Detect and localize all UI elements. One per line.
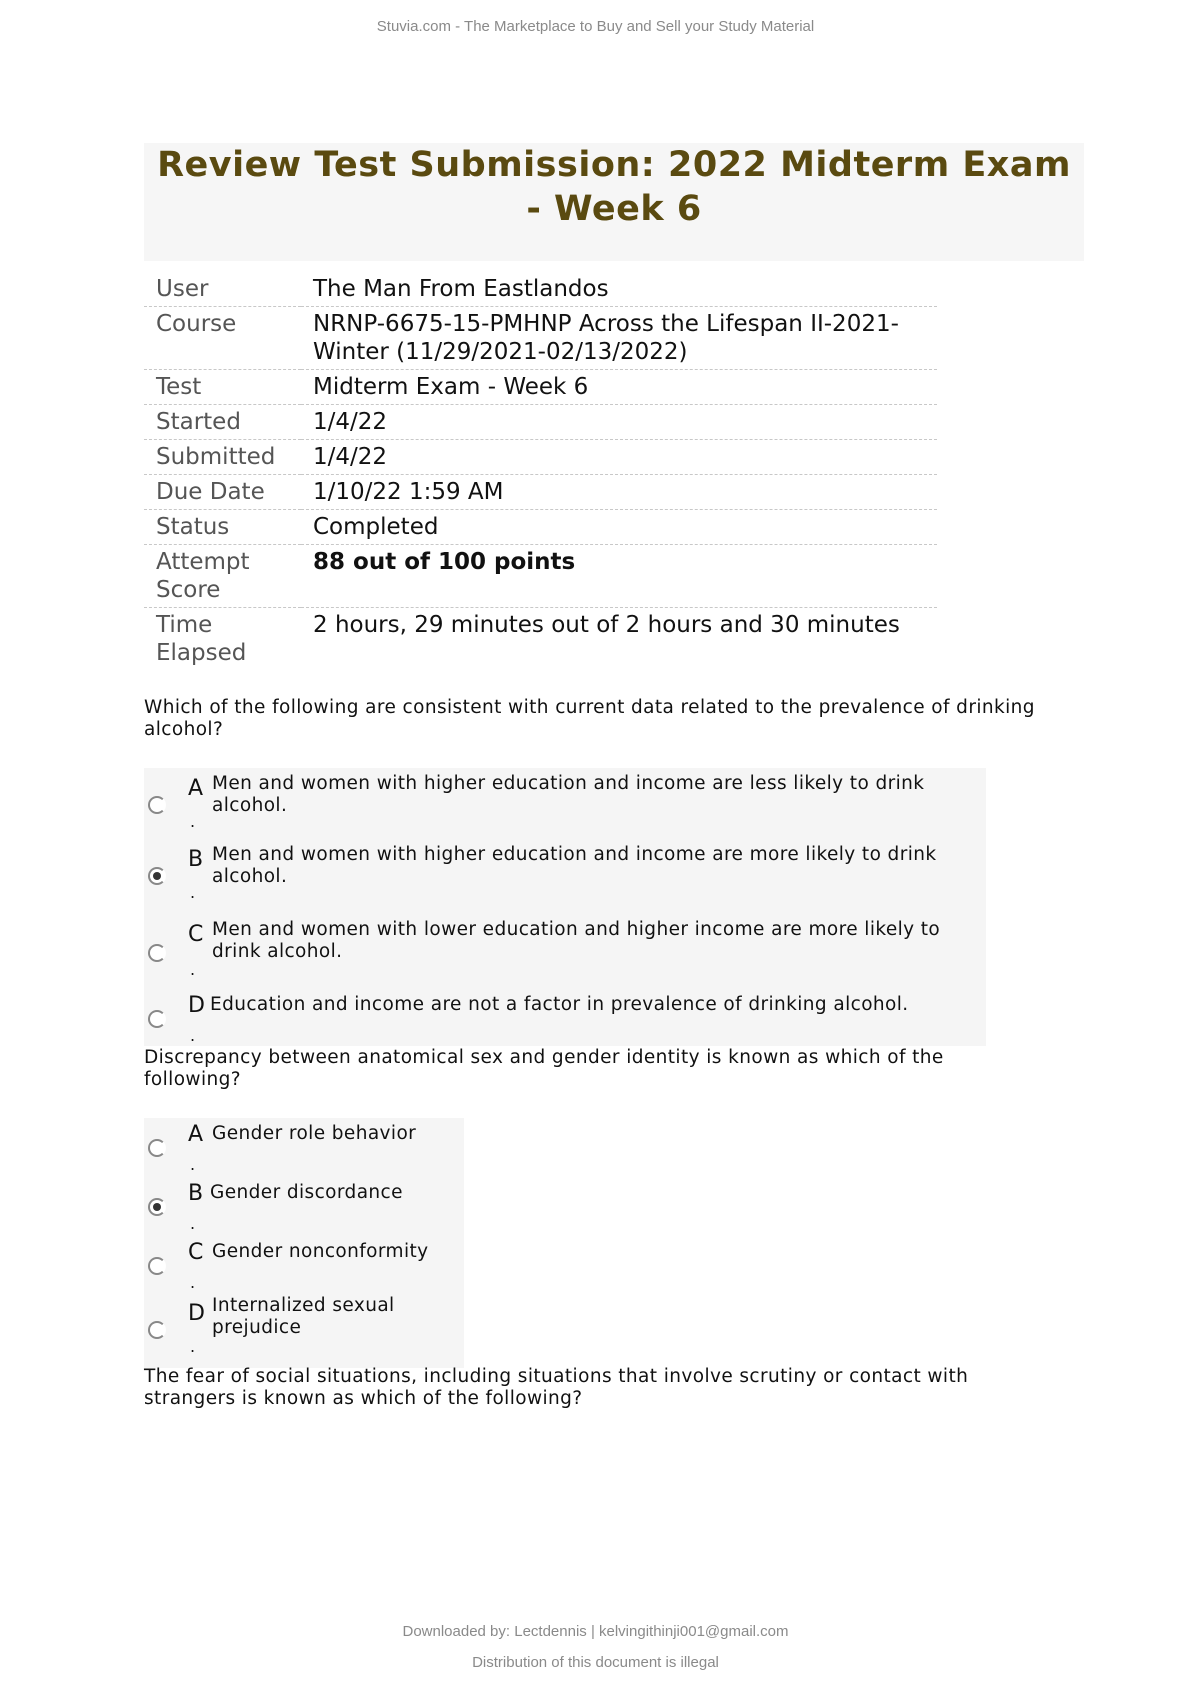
time-elapsed-row — [144, 608, 937, 671]
submission-details-table — [144, 272, 937, 670]
submitted-label: Submitted — [144, 440, 301, 475]
question-2-option-d[interactable] — [144, 1295, 464, 1355]
option-dot: . — [190, 1214, 196, 1233]
due-date-label: Due Date — [144, 475, 301, 510]
attempt-score-label: Attempt Score — [144, 545, 301, 608]
radio-button[interactable] — [148, 1257, 166, 1275]
option-letter: C — [188, 1240, 204, 1265]
question-2-option-b[interactable] — [144, 1181, 464, 1241]
distribution-notice: Distribution of this document is illegal — [472, 1654, 719, 1671]
option-text: Education and income are not a factor in prevalence of drinking alcohol. — [210, 994, 909, 1015]
option-letter: A — [188, 1122, 204, 1147]
option-text: Men and women with lower education and higher income are more likely to drink alcohol. — [212, 919, 941, 962]
user-label: User — [144, 272, 301, 307]
attempt-score-row — [144, 545, 937, 608]
stuvia-watermark: Stuvia.com - The Marketplace to Buy and Sell your Study Material — [376, 18, 815, 35]
option-dot: . — [190, 1337, 196, 1356]
radio-button-selected[interactable] — [148, 867, 166, 885]
radio-button[interactable] — [148, 1139, 166, 1157]
option-letter: B — [188, 847, 204, 872]
option-text: Men and women with higher education and income are more likely to drink alcohol. — [212, 844, 937, 887]
option-dot: . — [190, 1026, 196, 1045]
time-elapsed-label: Time Elapsed — [156, 612, 247, 666]
submitted-row — [144, 440, 937, 475]
started-label: Started — [144, 405, 301, 440]
radio-button[interactable] — [148, 1321, 166, 1339]
radio-button[interactable] — [148, 944, 166, 962]
download-footer: Downloaded by: Lectdennis | kelvingithinji001@gmail.com — [402, 1623, 789, 1640]
user-row — [144, 272, 937, 307]
test-value: Midterm Exam - Week 6 — [301, 370, 937, 405]
option-letter: C — [188, 922, 204, 947]
option-dot: . — [190, 960, 196, 979]
question-2-option-a[interactable] — [144, 1122, 464, 1182]
question-1-option-b[interactable] — [144, 843, 986, 903]
option-text: Gender role behavior — [212, 1123, 417, 1144]
page-title: Review Test Submission: 2022 Midterm Exam - Week 6 — [157, 145, 1071, 229]
radio-button[interactable] — [148, 796, 166, 814]
status-label: Status — [144, 510, 301, 545]
option-dot: . — [190, 1273, 196, 1292]
option-letter: A — [188, 776, 204, 801]
time-elapsed-value: 2 hours, 29 minutes out of 2 hours and 30 minutes — [313, 612, 900, 638]
option-dot: . — [190, 883, 196, 902]
question-2-option-c[interactable] — [144, 1240, 464, 1300]
user-value: The Man From Eastlandos — [301, 272, 937, 307]
question-1-option-d[interactable] — [144, 993, 986, 1053]
question-2-text: Discrepancy between anatomical sex and gender identity is known as which of the following? — [144, 1047, 944, 1090]
option-text: Gender nonconformity — [212, 1241, 429, 1262]
option-text: Internalized sexual prejudice — [212, 1295, 395, 1338]
due-date-value: 1/10/22 1:59 AM — [301, 475, 937, 510]
question-1-option-a[interactable] — [144, 770, 986, 830]
course-value: NRNP-6675-15-PMHNP Across the Lifespan II-2021-Winter (11/29/2021-02/13/2022) — [301, 307, 937, 370]
started-value: 1/4/22 — [301, 405, 937, 440]
question-1-option-c[interactable] — [144, 916, 986, 979]
status-row — [144, 510, 937, 545]
option-dot: . — [190, 812, 196, 831]
option-letter: D — [188, 993, 205, 1018]
test-label: Test — [144, 370, 301, 405]
course-row — [144, 307, 937, 370]
question-3-text: The fear of social situations, including situations that involve scrutiny or contact with strangers is known as which of the following? — [144, 1366, 969, 1409]
due-date-row — [144, 475, 937, 510]
attempt-score-value: 88 out of 100 points — [301, 545, 937, 608]
option-dot: . — [190, 1155, 196, 1174]
radio-button[interactable] — [148, 1010, 166, 1028]
course-label: Course — [144, 307, 301, 370]
status-value: Completed — [301, 510, 937, 545]
option-letter: D — [188, 1301, 205, 1326]
test-row — [144, 370, 937, 405]
option-text: Men and women with higher education and income are less likely to drink alcohol. — [212, 773, 925, 816]
submitted-value: 1/4/22 — [301, 440, 937, 475]
question-1-text: Which of the following are consistent with current data related to the prevalence of drinking alcohol? — [144, 697, 1035, 740]
option-letter: B — [188, 1181, 204, 1206]
started-row — [144, 405, 937, 440]
option-text: Gender discordance — [210, 1182, 403, 1203]
radio-button-selected[interactable] — [148, 1198, 166, 1216]
